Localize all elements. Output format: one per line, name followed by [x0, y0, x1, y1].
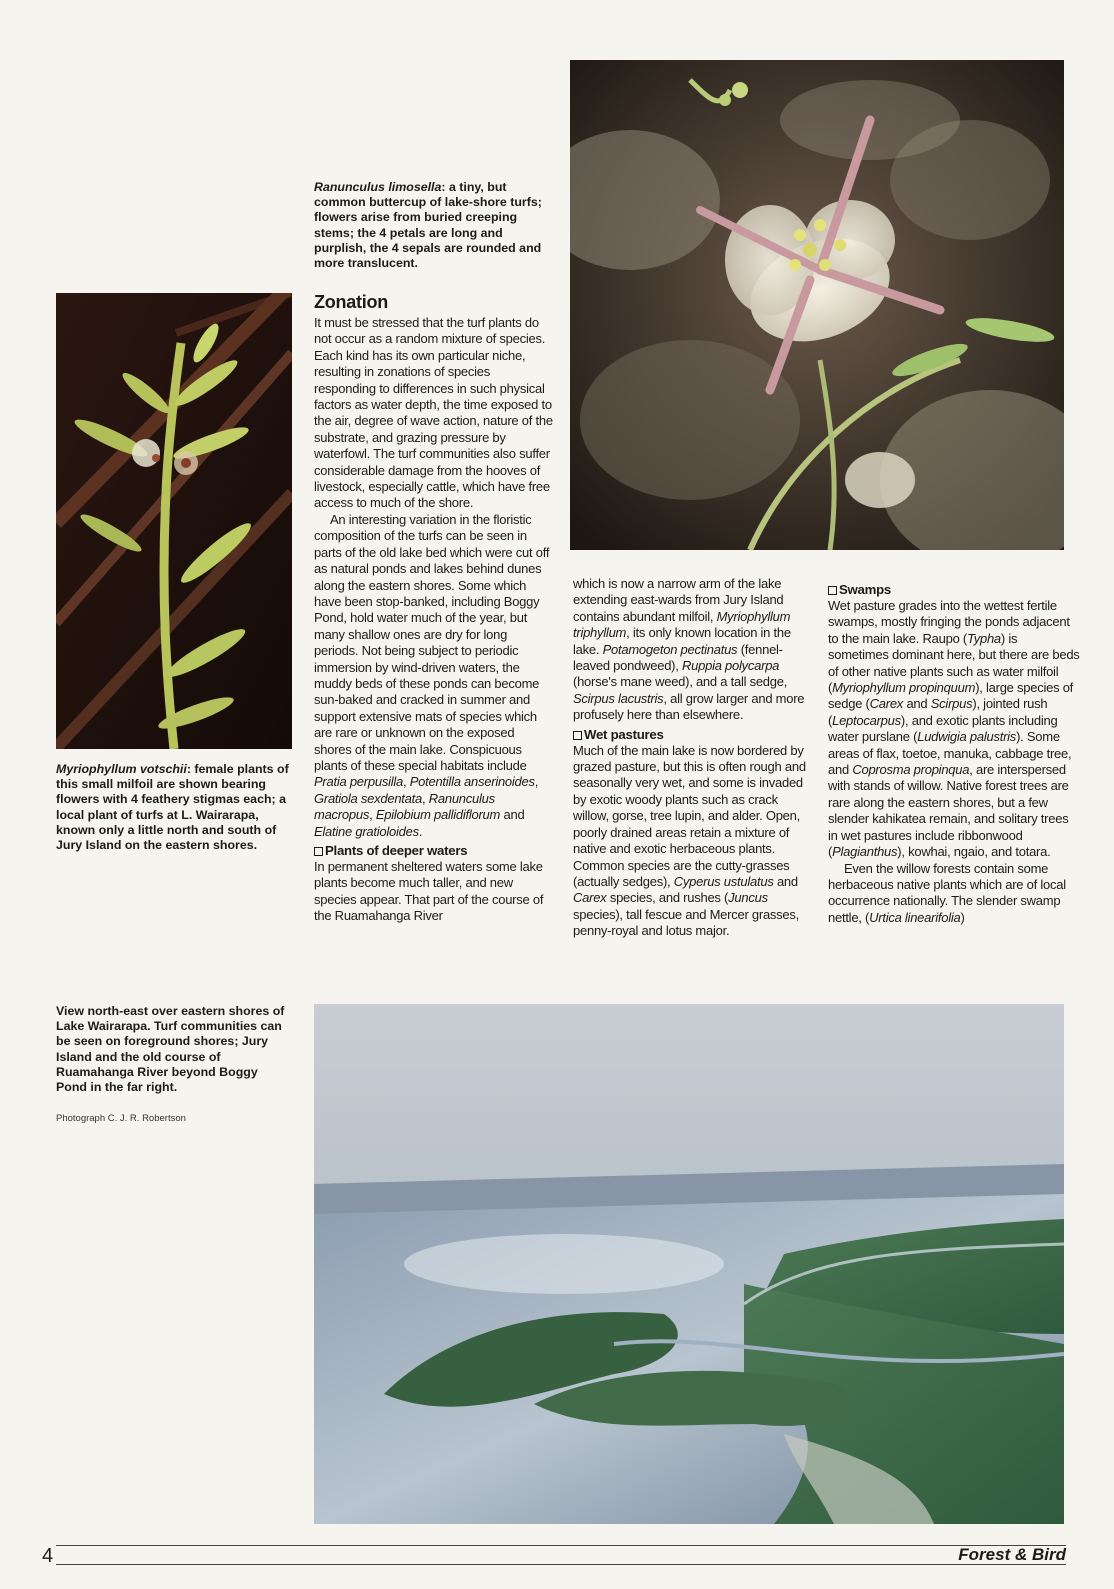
swamps-heading-text: Swamps	[839, 582, 892, 597]
wet-pastures-text-d: species), tall fescue and Mercer grasses, penny-royal and lotus major.	[573, 906, 800, 939]
photo-credit-text: Photograph C. J. R. Robertson	[56, 1113, 186, 1124]
zonation-paragraph-2: An interesting variation in the floristic composition of the turfs can be seen in parts of the old lake bed which were cut off as natural ponds and lakes behind dunes along the eastern shores. Some which have been stop-banked, including Boggy Pond, hold water much of the year, but many shallow ones are dry for long periods. Not being subject to periodic immersion by wind-driven waters, the muddy beds of these ponds can become sun-baked and cracked in summer and support extensive mats of species which are rare or unknown on the exposed shores of the main lake. Conspicuous plants of these special habitats include Pratia perpusilla, Potentilla anserinoides, Gratiola sexdentata, Ranunculus macropus, Epilobium pallidiflorum and Elatine gratioloides.	[314, 511, 550, 839]
river-arm-text-a: which is now a narrow arm of the lake extending east-wards from Jury Island contains abundant milfoil,	[573, 576, 784, 624]
brand-ampersand: &	[1014, 1545, 1028, 1564]
deeper-waters-paragraph: In permanent sheltered waters some lake plants become much taller, and new species appear. That part of the course of the Ruamahanga River	[314, 859, 544, 924]
deeper-waters-heading-text: Plants of deeper waters	[325, 843, 468, 858]
myriophyllum-species: Myriophyllum votschii	[56, 762, 187, 776]
myriophyllum-photo	[56, 293, 292, 749]
species-plagianthus: Plagianthus	[832, 844, 898, 860]
species-typha: Typha	[967, 630, 1001, 646]
species-urtica: Urtica linearifolia	[869, 909, 961, 925]
river-arm-paragraph	[573, 576, 811, 724]
checkbox-square-icon	[828, 586, 837, 595]
ranunculus-photo-graphic	[570, 60, 1064, 550]
photo-credit	[56, 1113, 292, 1125]
species-juncus: Juncus	[728, 890, 768, 906]
brand-bird: Bird	[1032, 1545, 1066, 1564]
swamps-text-c: ), large species of sedge (	[828, 680, 1074, 712]
swamps-text-g: ). Some areas of flax, toetoe, manuka, cabbage tree, and	[828, 729, 1072, 778]
zonation-paragraph-1: It must be stressed that the turf plants do not occur as a random mixture of species. Each kind has its own particular niche, resulting in zonations of species responding to differences in such physical factors as water depth, the time exposed to the air, degree of wave action, nature of the substrate, and grazing pressure by waterfowl. The turf communities also suffer considerable damage from the hooves of livestock, especially cattle, which have free access to much of the shore.	[314, 315, 553, 511]
wet-pastures-heading	[573, 727, 811, 743]
species-gratiola: Gratiola sexdentata	[314, 790, 422, 806]
river-arm-text-c: (fennel-leaved pondweed),	[573, 641, 783, 674]
myriophyllum-caption	[56, 762, 292, 853]
swamps-text-j: Even the willow forests contain some herbaceous native plants which are of local occurrence nationally. The slender swamp nettle, (	[828, 860, 1066, 925]
ranunculus-caption	[314, 180, 552, 271]
species-ruppia: Ruppia polycarpa	[681, 658, 780, 674]
swamps-text-b: ) is sometimes dominant here, but there are beds of other native plants such as water milfoil (	[828, 630, 1080, 696]
myriophyllum-caption-text: : female plants of this small milfoil are shown bearing flowers with 4 feathery stigmas each; a local plant of turfs at L. Wairarapa, known only a little north and south of Jury Island on the eastern shores.	[56, 762, 289, 853]
deeper-waters-heading	[314, 843, 554, 859]
checkbox-square-icon	[573, 731, 582, 740]
wet-pastures-text-c: species, and rushes (	[609, 890, 729, 906]
aerial-caption	[56, 1004, 292, 1095]
species-leptocarpus: Leptocarpus	[832, 712, 901, 728]
wet-pastures-paragraph	[573, 743, 811, 940]
swamps-text-a: Wet pasture grades into the wettest fertile swamps, mostly fringing the ponds adjacent to the main lake. Raupo (	[828, 598, 1070, 646]
species-carex-2: Carex	[869, 696, 904, 712]
species-elatine: Elatine gratioloides	[314, 823, 419, 839]
magazine-brand	[958, 1545, 1066, 1565]
species-myriophyllum-triphyllum: Myriophyllum triphyllum	[573, 608, 791, 641]
aerial-photo	[314, 1004, 1064, 1524]
species-scirpus: Scirpus	[930, 696, 973, 712]
ranunculus-species: Ranunculus limosella	[314, 180, 442, 194]
brand-forest: Forest	[958, 1545, 1011, 1564]
column-swamps	[828, 582, 1080, 926]
aerial-caption-text: View north-east over eastern shores of Lake Wairarapa. Turf communities can be seen on foreground shores; Jury Island and the old course of Ruamahanga River beyond Boggy Pond in the far right.	[56, 1004, 285, 1095]
wet-pastures-heading-text: Wet pastures	[584, 726, 664, 742]
river-arm-text-b: , its only known location in the lake.	[573, 625, 791, 657]
species-coprosma: Coprosma propinqua	[852, 762, 970, 778]
zonation-and: and	[503, 807, 525, 823]
species-ranunculus-macropus: Ranunculus macropus	[314, 790, 495, 823]
swamps-text-e: ), jointed rush (	[828, 696, 1048, 728]
species-pratia: Pratia perpusilla	[314, 774, 403, 790]
ranunculus-photo	[570, 60, 1064, 550]
ranunculus-caption-text: : a tiny, but common buttercup of lake-shore turfs; flowers arise from buried creeping stems; the 4 petals are long and purplish, the 4 sepals are rounded and more translucent.	[314, 180, 542, 271]
species-scirpus-lacustris: Scirpus lacustris	[573, 690, 664, 706]
species-carex: Carex	[573, 890, 607, 906]
swamps-text-h: , are interspersed with stands of willow. Native forest trees are rare along the eastern shores, but a few slender kahikatea remain, and solitary trees in wet pastures include ribbonwood (	[828, 762, 1069, 860]
river-arm-text-d: (horse's mane weed), and a tall sedge,	[573, 674, 788, 690]
column-zonation	[314, 292, 554, 925]
species-ludwigia: Ludwigia palustris	[917, 729, 1017, 745]
species-epilobium: Epilobium pallidiflorum	[375, 807, 501, 823]
species-potentilla: Potentilla anserinoides	[409, 774, 535, 790]
wet-pastures-text-b: and	[776, 873, 798, 889]
checkbox-square-icon	[314, 847, 323, 856]
swamps-paragraph-2	[828, 861, 1080, 927]
footer-rule-bottom	[56, 1564, 1066, 1565]
footer-rule-top	[56, 1545, 1066, 1546]
swamps-text-k: )	[960, 909, 965, 925]
swamps-heading	[828, 582, 1080, 598]
species-myriophyllum-propinquum: Myriophyllum propinquum	[832, 680, 976, 696]
page-number: 4	[42, 1545, 54, 1567]
river-arm-text-e: , all grow larger and more profusely here than elsewhere.	[573, 690, 805, 723]
aerial-photo-graphic	[314, 1004, 1064, 1524]
swamps-text-f: ), and exotic plants including water purslane (	[828, 712, 1058, 745]
zonation-paragraph-2-text: An interesting variation in the floristic composition of the turfs can be seen in parts of the old lake bed which were cut off as natural ponds and lakes behind dunes along the eastern shores. Some which have been stop-banked, including Boggy Pond, hold water much of the year, but many shallow ones are dry for long periods. Not being subject to periodic immersion by wind-driven waters, the muddy beds of these ponds can become sun-baked and cracked in summer and support extensive mats of species which are rare or unknown on the exposed shores of the main lake. Conspicuous plants of these special habitats include	[314, 511, 550, 773]
swamps-paragraph-1	[828, 598, 1080, 861]
species-cyperus: Cyperus ustulatus	[673, 873, 774, 889]
swamps-text-d: and	[906, 696, 928, 712]
zonation-heading: Zonation	[314, 292, 388, 312]
myriophyllum-photo-graphic	[56, 293, 292, 749]
column-middle	[573, 576, 811, 940]
wet-pastures-text-a: Much of the main lake is now bordered by grazed pasture, but this is often rough and seasonally very wet, and some is invaded by exotic woody plants such as crack willow, gorse, tree lupin, and alder. Open, poorly drained areas retain a mixture of native and exotic herbaceous plants. Common species are the cutty-grasses (actually sedges),	[573, 742, 806, 889]
swamps-text-i: ), kowhai, ngaio, and totara.	[897, 844, 1051, 860]
species-potamogeton: Potamogeton pectinatus	[602, 641, 738, 657]
